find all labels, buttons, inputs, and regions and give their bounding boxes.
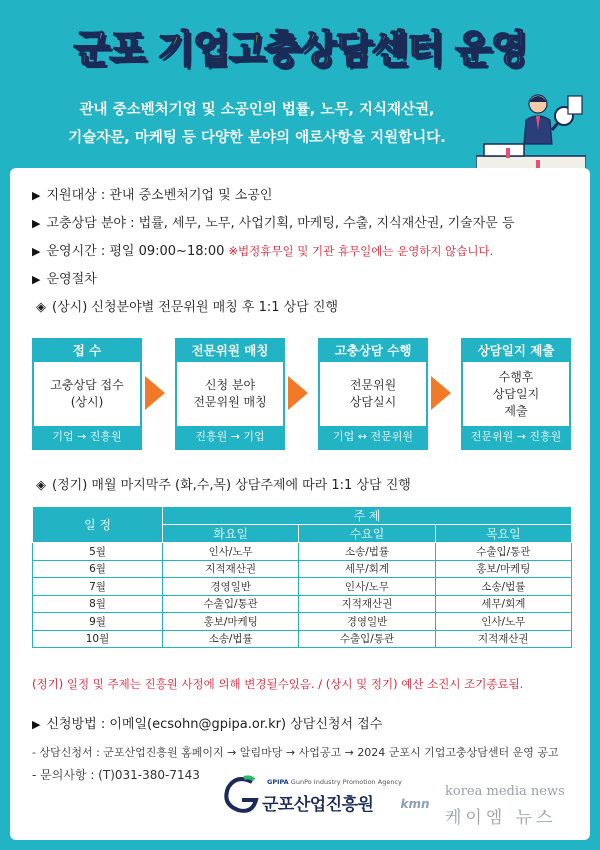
month-cell: 6월 — [33, 560, 163, 578]
gpipa-logo — [220, 768, 420, 818]
content-card — [10, 168, 590, 840]
intro-text — [22, 96, 492, 152]
gpipa-logo-mark-icon — [222, 774, 260, 814]
triangle-bullet-icon: ▶ — [32, 245, 41, 258]
step-4-foot: 전문위원 → 진흥원 — [463, 426, 569, 448]
triangle-bullet-icon: ▶ — [32, 718, 41, 731]
topic-cell: 소송/법률 — [299, 543, 435, 561]
step-2-head: 전문위원 매칭 — [177, 340, 283, 362]
operating-hours: ▶ 운영시간 : 평일 09:00~18:00 ※법정휴무일 및 기관 휴무일에는 운영하지 않습니다. — [32, 244, 494, 259]
periodic-heading: ◈ (정기) 매월 마지막주 (화,수,목) 상담주제에 따라 1:1 상담 진행 — [36, 478, 411, 493]
month-cell: 10월 — [33, 630, 163, 648]
page-title: 군포 기업고충상담센터 운영 — [73, 27, 527, 71]
topic-cell: 홍보/마케팅 — [163, 613, 299, 631]
step-3 — [318, 338, 428, 450]
step-4-head: 상담일지 제출 — [463, 340, 569, 362]
step-4 — [461, 338, 571, 450]
watermark-english: korea media news — [445, 784, 565, 799]
topic-cell: 홍보/마케팅 — [435, 560, 571, 578]
diamond-bullet-icon: ◈ — [36, 478, 46, 493]
table-row — [33, 613, 572, 631]
schedule-month-header: 일 정 — [33, 507, 163, 543]
triangle-bullet-icon: ▶ — [32, 217, 41, 230]
step-2 — [175, 338, 285, 450]
table-row — [33, 595, 572, 613]
support-target: ▶ 지원대상 : 관내 중소벤처기업 및 소공인 — [32, 188, 273, 203]
schedule-topic-header: 주 제 — [163, 507, 572, 525]
regular-heading: ◈ (상시) 신청분야별 전문위원 매칭 후 1:1 상담 진행 — [36, 300, 339, 315]
step-3-head: 고충상담 수행 — [320, 340, 426, 362]
step-3-body: 전문위원 상담실시 — [349, 378, 397, 409]
intro-line-1: 관내 중소벤처기업 및 소공인의 법률, 노무, 지식재산권, — [79, 102, 435, 118]
topic-cell: 인사/노무 — [299, 578, 435, 596]
diamond-bullet-icon: ◈ — [36, 300, 46, 315]
topic-cell: 수출입/통관 — [163, 595, 299, 613]
arrow-right-icon — [431, 376, 451, 410]
topic-cell: 소송/법률 — [435, 578, 571, 596]
title-area — [0, 18, 600, 73]
application-form-path: - 상담신청서 : 군포산업진흥원 홈페이지 → 알림마당 → 사업공고 → 2024 군포시 기업고충상담센터 운영 공고 — [32, 746, 559, 759]
step-2-body: 신청 분야 전문위원 매칭 — [193, 378, 267, 409]
month-cell: 7월 — [33, 578, 163, 596]
topic-cell: 경영일반 — [163, 578, 299, 596]
table-row — [33, 578, 572, 596]
step-1-foot: 기업 → 진흥원 — [34, 426, 140, 448]
step-4-body: 수행후 상담일지 제출 — [492, 369, 540, 418]
table-row — [33, 543, 572, 561]
month-cell: 8월 — [33, 595, 163, 613]
topic-cell: 지적재산권 — [435, 630, 571, 648]
step-3-foot: 기업 ↔ 전문위원 — [320, 426, 426, 448]
topic-cell: 경영일반 — [299, 613, 435, 631]
topic-cell: 소송/법률 — [163, 630, 299, 648]
topic-cell: 세무/회계 — [435, 595, 571, 613]
schedule-table — [32, 506, 572, 648]
watermark-korean: 케이엠 뉴스 — [445, 808, 557, 828]
step-2-foot: 진흥원 → 기업 — [177, 426, 283, 448]
month-cell: 9월 — [33, 613, 163, 631]
topic-cell: 수출입/통관 — [299, 630, 435, 648]
arrow-right-icon — [288, 376, 308, 410]
logo-english: GPIPA GunPo Industry Promotion Agency — [267, 778, 402, 786]
topic-cell: 지적재산권 — [163, 560, 299, 578]
watermark-mark: kmn — [390, 786, 440, 822]
topic-cell: 지적재산권 — [299, 595, 435, 613]
topic-cell: 인사/노무 — [163, 543, 299, 561]
table-row — [33, 630, 572, 648]
table-row — [33, 560, 572, 578]
month-cell: 5월 — [33, 543, 163, 561]
triangle-bullet-icon: ▶ — [32, 273, 41, 286]
day-header-wed: 수요일 — [299, 525, 435, 543]
logo-name: 군포산업진흥원 — [262, 795, 374, 815]
arrow-right-icon — [145, 376, 165, 410]
consult-fields: ▶ 고충상담 분야 : 법률, 세무, 노무, 사업기획, 마케팅, 수출, 지식재산권, 기술자문 등 — [32, 216, 515, 231]
topic-cell: 수출입/통관 — [435, 543, 571, 561]
hours-note: ※법정휴무일 및 기관 휴무일에는 운영하지 않습니다. — [228, 244, 494, 258]
topic-cell: 인사/노무 — [435, 613, 571, 631]
change-notice: (정기) 일정 및 주제는 진흥원 사정에 의해 변경될수있음. / (상시 및 정기) 예산 소진시 조기종료됨. — [32, 677, 524, 691]
day-header-thu: 목요일 — [435, 525, 571, 543]
step-1 — [32, 338, 142, 450]
apply-method: ▶ 신청방법 : 이메일(ecsohn@gpipa.or.kr) 상담신청서 접수 — [32, 717, 383, 732]
step-1-body: 고충상담 접수 (상시) — [50, 378, 124, 409]
intro-line-2: 기술자문, 마케팅 등 다양한 분야의 애로사항을 지원합니다. — [68, 130, 446, 146]
triangle-bullet-icon: ▶ — [32, 189, 41, 202]
topic-cell: 세무/회계 — [299, 560, 435, 578]
contact-phone: - 문의사항 : (T)031-380-7143 — [32, 768, 200, 782]
step-1-head: 접 수 — [34, 340, 140, 362]
procedure-label: ▶ 운영절차 — [32, 272, 97, 287]
day-header-tue: 화요일 — [163, 525, 299, 543]
